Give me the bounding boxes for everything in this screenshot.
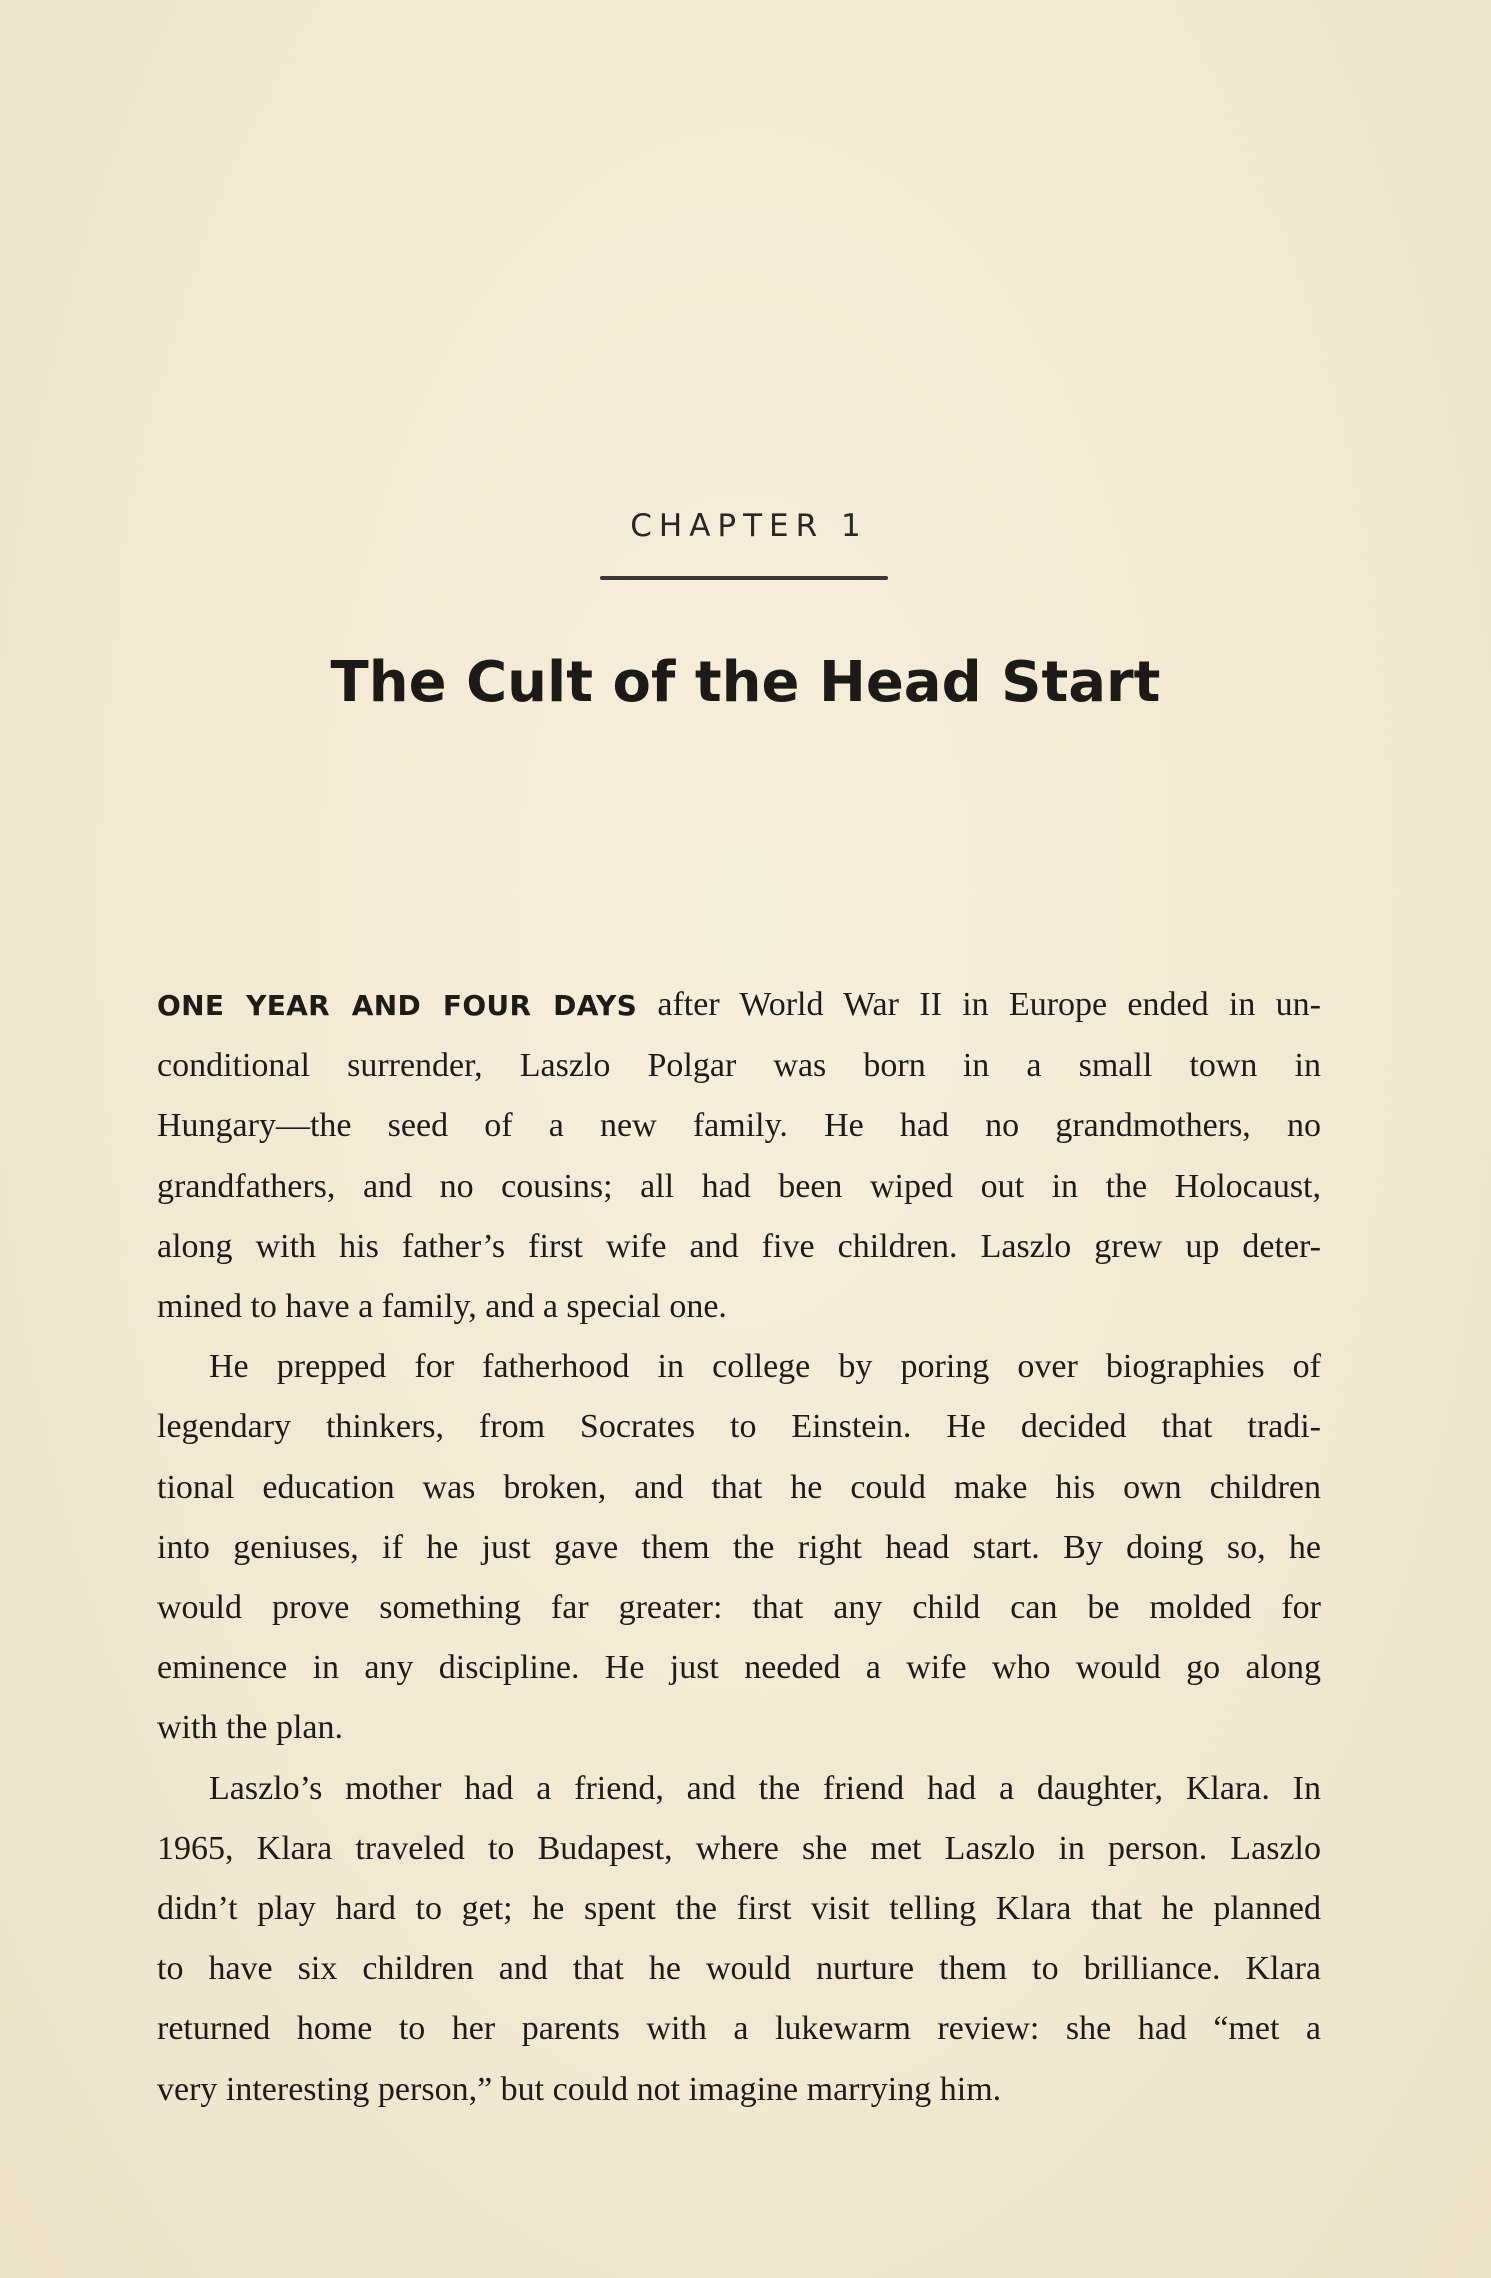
text-line: He prepped for fatherhood in college by poring over biographies of — [209, 1348, 1321, 1386]
text-line: very interesting person,” but could not imagine marrying him. — [157, 2070, 1002, 2108]
text-line: along with his father’s first wife and five children. Laszlo grew up deter- — [157, 1227, 1321, 1265]
chapter-rule-divider — [600, 576, 888, 580]
text-line: conditional surrender, Laszlo Polgar was born in a small town in — [157, 1047, 1321, 1085]
chapter-body — [157, 975, 1321, 2120]
text-line: 1965, Klara traveled to Budapest, where she met Laszlo in person. Laszlo — [157, 1829, 1321, 1867]
text-line: to have six children and that he would nurture them to brilliance. Klara — [157, 1950, 1321, 1988]
lead-in-text: ONE YEAR AND FOUR DAYS — [157, 989, 638, 1022]
text-line: didn’t play hard to get; he spent the first visit telling Klara that he planned — [157, 1890, 1321, 1928]
text-line: Laszlo’s mother had a friend, and the friend had a daughter, Klara. In — [209, 1769, 1321, 1807]
chapter-title: The Cult of the Head Start — [330, 650, 1161, 715]
text-line: Hungary—the seed of a new family. He had no grandmothers, no — [157, 1107, 1321, 1145]
text-line: grandfathers, and no cousins; all had been wiped out in the Holocaust, — [157, 1167, 1321, 1205]
text-line: into geniuses, if he just gave them the right head start. By doing so, he — [157, 1528, 1321, 1566]
text-line: with the plan. — [157, 1709, 344, 1747]
text-line: eminence in any discipline. He just needed a wife who would go along — [157, 1649, 1321, 1687]
text-line: mined to have a family, and a special one. — [157, 1288, 727, 1326]
text-line: legendary thinkers, from Socrates to Einstein. He decided that tradi- — [157, 1408, 1321, 1446]
text-line: ONE YEAR AND FOUR DAYS after World War II in Europe ended in un- — [157, 986, 1321, 1023]
chapter-label: CHAPTER 1 — [630, 508, 868, 544]
text-line: tional education was broken, and that he could make his own children — [157, 1468, 1321, 1506]
text-line: returned home to her parents with a lukewarm review: she had “met a — [157, 2010, 1321, 2048]
text-line: would prove something far greater: that any child can be molded for — [157, 1589, 1321, 1627]
